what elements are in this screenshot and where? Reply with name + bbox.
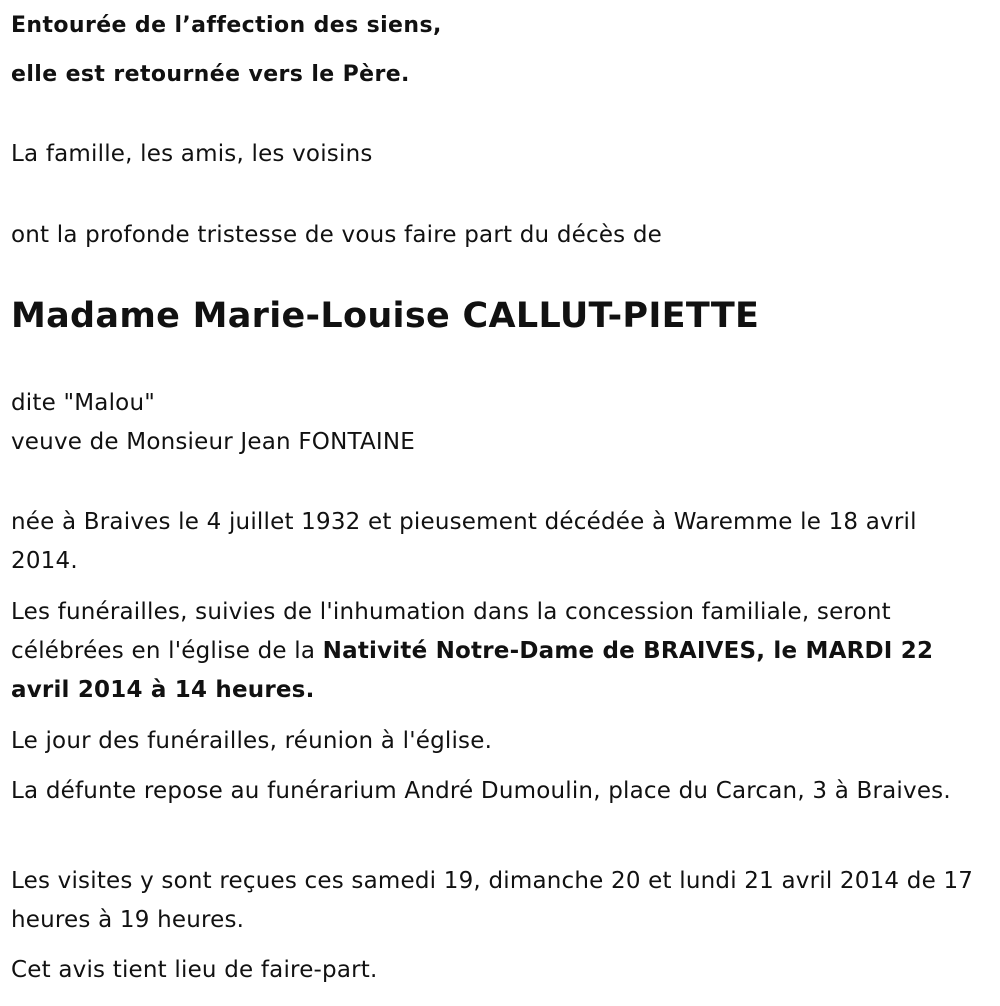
funeral-bold-text: Nativité Notre-Dame de BRAIVES, le MARDI 22 avril 2014 à 14 heures. bbox=[11, 638, 934, 703]
intro-line-1: Entourée de l’affection des siens, bbox=[11, 13, 442, 38]
meeting-paragraph: Le jour des funérailles, réunion à l'église. bbox=[11, 728, 493, 754]
visits-paragraph: Les visites y sont reçues ces samedi 19, dimanche 20 et lundi 21 avril 2014 de 17 heures à 19 heures. bbox=[11, 868, 974, 933]
closing-line: Cet avis tient lieu de faire-part. bbox=[11, 957, 378, 983]
funeral-text: Les funérailles, suivies de l'inhumation dans la concession familiale, seront célébrées en l'église de la bbox=[11, 599, 891, 664]
intro-line-2: elle est retournée vers le Père. bbox=[11, 62, 410, 87]
rest-place-paragraph: La défunte repose au funérarium André Dumoulin, place du Carcan, 3 à Braives. bbox=[11, 778, 951, 804]
announcement-line: ont la profonde tristesse de vous faire part du décès de bbox=[11, 222, 663, 248]
funeral-paragraph bbox=[11, 593, 986, 710]
widow-line: veuve de Monsieur Jean FONTAINE bbox=[11, 429, 416, 455]
family-line: La famille, les amis, les voisins bbox=[11, 141, 373, 167]
deceased-name: Madame Marie-Louise CALLUT-PIETTE bbox=[11, 296, 760, 336]
birth-death-paragraph: née à Braives le 4 juillet 1932 et pieusement décédée à Waremme le 18 avril 2014. bbox=[11, 509, 917, 574]
nickname-line: dite "Malou" bbox=[11, 390, 156, 416]
